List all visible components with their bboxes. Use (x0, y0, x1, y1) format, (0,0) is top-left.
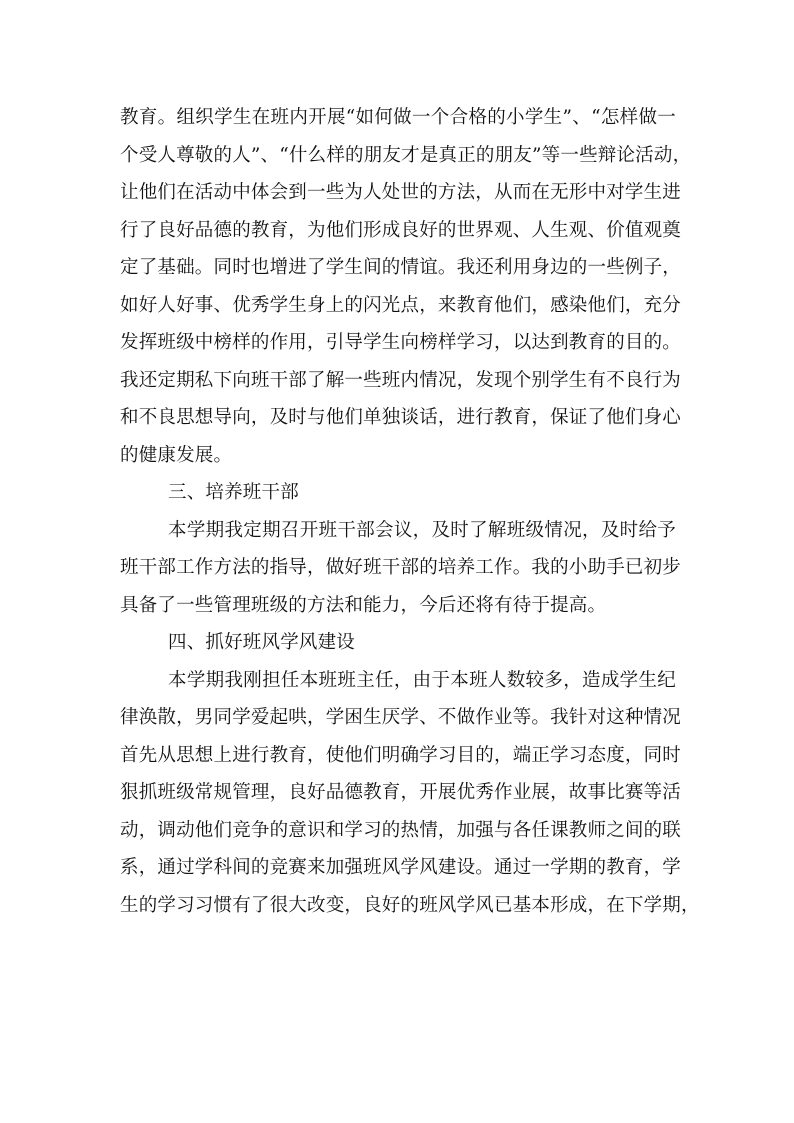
section-heading: 四、抓好班风学风建设 (168, 632, 356, 653)
paragraph-line: 律涣散，男同学爱起哄，学困生厌学、不做作业等。我针对这种情况 (120, 707, 682, 728)
paragraph-line: 行了良好品德的教育，为他们形成良好的世界观、人生观、价值观奠 (120, 219, 682, 241)
paragraph-line: 如好人好事、优秀学生身上的闪光点，来教育他们，感染他们，充分 (120, 294, 682, 316)
paragraph-line: 动，调动他们竞争的意识和学习的热情，加强与各任课教师之间的联 (120, 819, 682, 841)
paragraph-line: 我还定期私下向班干部了解一些班内情况，发现个别学生有不良行为 (120, 369, 682, 391)
paragraph-line: 班干部工作方法的指导，做好班干部的培养工作。我的小助手已初步 (120, 557, 682, 578)
paragraph-line: 首先从思想上进行教育，使他们明确学习目的，端正学习态度，同时 (120, 744, 682, 766)
paragraph-line: 具备了一些管理班级的方法和能力，今后还将有待于提高。 (120, 594, 607, 616)
paragraph-line: 系，通过学科间的竞赛来加强班风学风建设。通过一学期的教育，学 (120, 857, 682, 878)
section-heading: 三、培养班干部 (168, 482, 299, 503)
paragraph-line: 生的学习习惯有了很大改变，良好的班风学风已基本形成，在下学期， (120, 894, 700, 916)
paragraph-line: 让他们在活动中体会到一些为人处世的方法，从而在无形中对学生进 (120, 182, 682, 203)
paragraph-line: 教育。组织学生在班内开展“如何做一个合格的小学生”、“怎样做一 (120, 107, 676, 128)
paragraph-line: 的健康发展。 (120, 444, 233, 466)
paragraph-line: 定了基础。同时也增进了学生间的情谊。我还利用身边的一些例子， (120, 257, 682, 278)
paragraph-line: 个受人尊敬的人”、“什么样的朋友才是真正的朋友”等一些辩论活动， (120, 144, 692, 166)
paragraph-line: 和不良思想导向，及时与他们单独谈话，进行教育，保证了他们身心 (120, 407, 682, 428)
paragraph-line: 本学期我定期召开班干部会议，及时了解班级情况，及时给予 (168, 519, 676, 541)
paragraph-line: 发挥班级中榜样的作用，引导学生向榜样学习，以达到教育的目的。 (120, 332, 682, 353)
paragraph-line: 本学期我刚担任本班班主任，由于本班人数较多，造成学生纪 (168, 669, 676, 691)
document-body (120, 99, 700, 924)
paragraph-line: 狠抓班级常规管理，良好品德教育，开展优秀作业展，故事比赛等活 (120, 782, 682, 803)
